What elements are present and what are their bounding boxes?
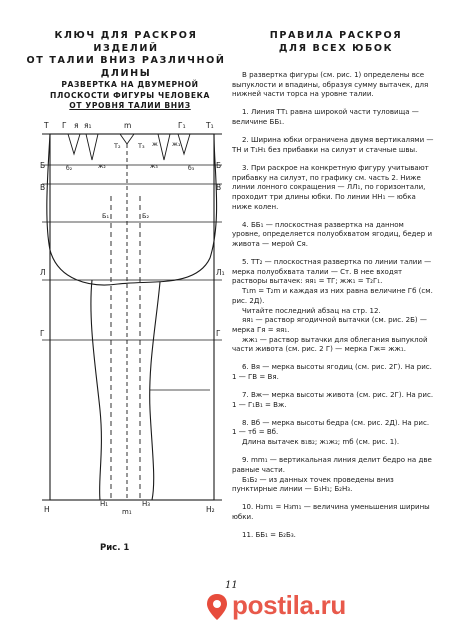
paragraph: 8. Вб — мерка высоты бедра (см. рис. 2Д). На рис. 1 — тб = Вб. [232, 417, 430, 437]
label-top-m: m [124, 121, 132, 130]
page-number: 11 [225, 580, 238, 591]
label-right-g: Г [216, 329, 221, 338]
paragraph: 4. ББ₁ — плоскостная развертка на данном уровне, определяется полуобхватом ягодиц, бедер и живота — мерой Ся. [232, 219, 433, 249]
paragraph: 11. ББ₁ = Б₂Б₃. [242, 529, 296, 539]
paragraph: 3. При раскрое на конкретную фигуру учитывают прибавку на силуэт, по графику см. часть 2. Ниже линии лонного сокращения — ЛЛ₁, по горизонтали, проходит три длины юбки. По линии НН₁ — юбка ниже колен. [232, 162, 429, 211]
right-header [236, 30, 436, 55]
label-left-g: Г [40, 329, 45, 338]
label-bottom-h3: Н₃ [142, 500, 151, 508]
right-header-line: ДЛЯ ВСЕХ ЮБОК [278, 42, 394, 54]
paragraph: 5. ТТ₂ — плоскостная развертка по линии талии — мерка полуобхвата талии — Ст. В нее входят растворы вытачек: яя₁ = ТГ; жж₁ = Т₂Г₁. [232, 257, 432, 286]
figure-title [50, 80, 210, 112]
label-t2: Т₂ [114, 142, 121, 150]
left-header-line: КЛЮЧ ДЛЯ РАСКРОЯ ИЗДЕЛИЙ [54, 30, 198, 54]
label-zh: ж [152, 140, 158, 148]
right-header-line: ПРАВИЛА РАСКРОЯ [269, 30, 403, 41]
paragraph: яя₁ — раствор ягодичной вытачки (см. рис. 2Б) — мерка Гя = яя₁. [232, 315, 427, 334]
paragraph: Читайте последний абзац на стр. 12. [242, 305, 381, 315]
label-b2: б₂ [66, 165, 73, 172]
paragraph: 1. Линия ТТ₁ равна широкой части туловища — величине ББ₁. [232, 107, 419, 127]
paragraph: жж₁ — раствор вытачки для облегания выпуклой части живота (см. рис. 2 Г) — мерка Гж= жж₁. [232, 334, 428, 354]
label-right-b: Б [216, 161, 222, 170]
paragraph: Длина вытачек в₁в₂; ж₁ж₂; mб (см. рис. 1). [242, 437, 400, 447]
label-left-v: В [40, 183, 46, 192]
watermark-text[interactable]: postila.ru [232, 590, 347, 620]
label-left-l: Л [40, 268, 46, 277]
label-right-v: В [216, 183, 222, 192]
leg-right-outline [150, 282, 160, 500]
paragraph: В развертка фигуры (см. рис. 1) определены все выпуклости и впадины, образуя сумму вытачек, для нижней части торса на уровне талии. [232, 70, 429, 99]
label-top-ya1: я₁ [84, 121, 92, 130]
label-b3: б₃ [188, 165, 195, 172]
figure-title-line: ПЛОСКОСТИ ФИГУРЫ ЧЕЛОВЕКА [50, 90, 210, 100]
paragraph: 10. Н₂m₁ = Н₃m₁ — величина уменьшения ширины юбки. [232, 502, 430, 521]
label-t3: Т₃ [138, 142, 145, 150]
paragraph: Т₁m = Т₂m и каждая из них равна величине Гб (см. рис. 2Д). [232, 286, 433, 305]
pattern-figure [0, 110, 230, 530]
leg-left-outline [91, 280, 101, 500]
label-b1: Б₁ [102, 212, 110, 220]
frame [50, 134, 214, 500]
postila-logo-icon [205, 592, 229, 622]
label-top-t1: Т₁ [206, 121, 214, 130]
label-zh1: ж₁ [172, 140, 181, 148]
hip-outline [47, 134, 217, 285]
dart-center [120, 134, 134, 144]
label-left-b: Б [40, 161, 46, 170]
label-b2-mid: Б₂ [142, 212, 150, 220]
figure-caption: Рис. 1 [100, 543, 130, 553]
label-top-g: Г [62, 121, 67, 130]
dart-left-1 [68, 134, 80, 154]
left-header [26, 30, 226, 80]
dart-left-2 [86, 134, 98, 160]
paragraph: 6. Вя — мерка высоты ягодиц (см. рис. 2Г). На рис. 1 — ГВ = Вя. [232, 362, 432, 382]
paragraph: 2. Ширина юбки ограничена двумя вертикалями — ТН и Т₁Н₁ без прибавки на силуэт и стачные швы. [232, 135, 434, 154]
dart-right-1 [158, 134, 170, 160]
paragraph: 9. mm₁ — вертикальная линия делит бедро на две равные части. [232, 455, 432, 474]
label-right-l1: Л₁ [216, 268, 225, 277]
label-top-g1: Г₁ [178, 121, 186, 130]
paragraph: 7. Вж— мерка высоты живота (см. рис. 2Г). На рис. 1 — Г₁В₁ = Вж. [232, 390, 434, 409]
label-bottom-m1: m₁ [122, 508, 132, 516]
figure-title-line: ОТ УРОВНЯ ТАЛИИ ВНИЗ [69, 101, 191, 110]
label-top-ya: я [74, 121, 79, 130]
figure-title-line: РАЗВЕРТКА НА ДВУМЕРНОЙ [61, 80, 199, 89]
label-bottom-h1: Н₁ [100, 500, 109, 508]
label-bottom-h2: Н₂ [206, 505, 215, 514]
label-top-t: Т [44, 121, 49, 130]
paragraph: Б₁Б₂ — из данных точек проведены вниз пунктирные линии — Б₁Н₁; Б₂Н₃. [232, 474, 394, 494]
left-header-line: ОТ ТАЛИИ ВНИЗ РАЗЛИЧНОЙ [26, 55, 226, 66]
label-bottom-h: Н [44, 505, 50, 514]
instruction-text [232, 70, 434, 548]
label-zh3: ж₃ [150, 163, 158, 170]
left-header-line: ДЛИНЫ [100, 67, 152, 79]
label-zh2: ж₂ [98, 163, 106, 170]
